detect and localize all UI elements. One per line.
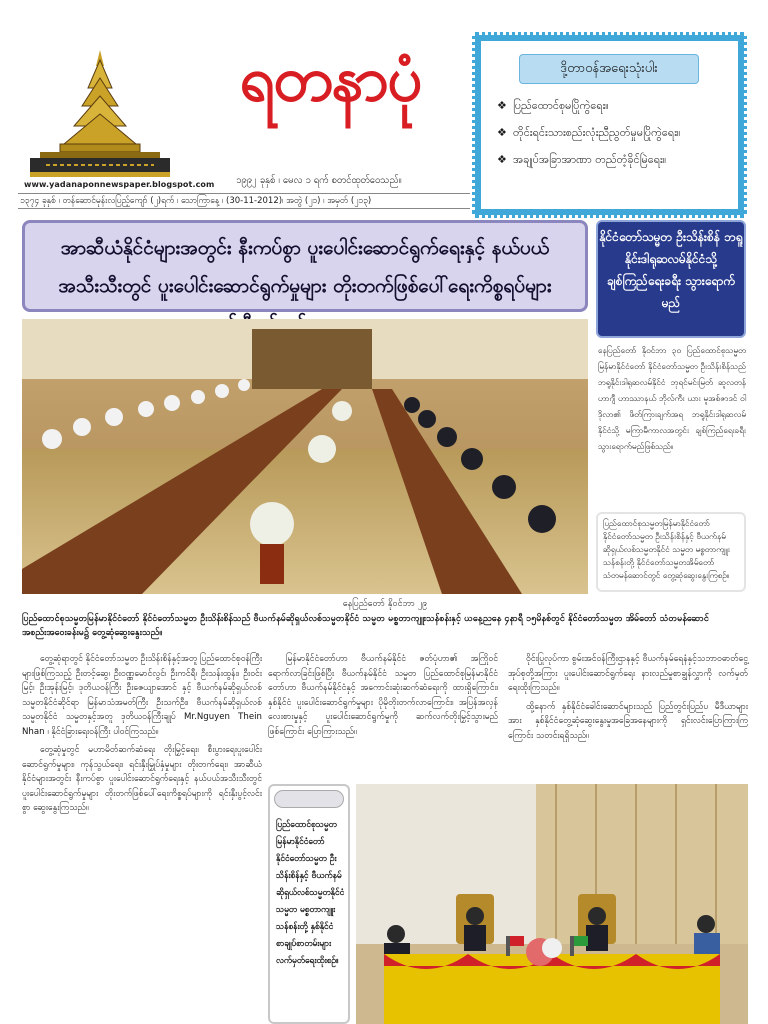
side-story-headline: နိုင်ငံတော်သမ္မတ ဦးသိန်းစိန် ဘရူနိုင်းဒါရုဆလမ်နိုင်ငံသို့ ချစ်ကြည်ရေးခရီး သွားရောက်မည် xyxy=(596,220,746,338)
main-photo-side-caption: ပြည်ထောင်စုသမ္မတမြန်မာနိုင်ငံတော် နိုင်ငံတော်သမ္မတ ဦးသိန်းစိန်နှင့် ဗီယက်နမ်ဆိုရှယ်လစ်သမ္မတနိုင်ငံ သမ္မတ မစ္စတာကျူးသန်စန်းတို့ နိုင်ငံတော်သမ္မတအိမ်တော် သံတမန်ဆောင်တွင် တွေ့ဆုံဆွေးနွေးကြစဉ်။ xyxy=(596,512,746,592)
slogan-text: အချုပ်အခြာအာဏာ တည်တံ့ခိုင်မြဲရေး။ xyxy=(513,153,667,166)
founded-line: ၁၉၉၂ ခုနှစ် ၊ မေလ ၁ ရက် စတင်ထုတ်ဝေသည်။ xyxy=(236,175,402,186)
meeting-photo xyxy=(22,319,588,594)
photo-dateline: နေပြည်တော် နိုဝင်ဘာ ၂၉ xyxy=(342,599,428,609)
inset-oval-decoration xyxy=(274,790,344,808)
slogan-box xyxy=(472,32,747,218)
inset-caption-text: ပြည်ထောင်စုသမ္မတ မြန်မာနိုင်ငံတော် နိုင်ငံတော်သမ္မတ ဦးသိန်းစိန်နှင့် ဗီယက်နမ်ဆိုရှယ်လစ်သမ္မတနိုင်ငံ သမ္မတ မစ္စတာကျူးသန်စန်းတို့ နှစ်နိုင်ငံ စာချုပ်စာတမ်းများ လက်မှတ်ရေးထိုးစဉ်။ xyxy=(276,819,345,965)
slogan-list xyxy=(497,99,737,180)
body-paragraph: တွေ့ဆုံရာတွင် နိုင်ငံတော်သမ္မတ ဦးသိန်းစိန်နှင့်အတူ ပြည်ထောင်စုဝန်ကြီးများဖြစ်ကြသည့် ဦးတင့်ဆွေ၊ ဦးဝဏ္ဏမောင်လွင်၊ ဦးကင်ရီ၊ ဦးသန်းထွန်း၊ ဦးဝင်းမြင့်၊ ဦးအုန်းမြင့်၊ ဒုတိယဝန်ကြီး ဦးဇေယျာအောင် နှင့် ဗီယက်နမ်ဆိုရှယ်လစ်သမ္မတနိုင်ငံဆိုင်ရာ မြန်မာသံအမတ်ကြီး ဦးသက်ဦး၊ ဗီယက်နမ်ဆိုရှယ်လစ်သမ္မတနိုင်ငံ သမ္မတနှင့်အတူ ဒုတိယဝန်ကြီးချုပ် Mr.Nguyen Thein Nhan ၊ နိုင်ငံခြားရေးဝန်ကြီး ပါဝင်ကြသည်။ xyxy=(22,654,262,737)
pagoda-logo-icon xyxy=(26,48,174,178)
site-url[interactable]: www.yadanaponnewspaper.blogspot.com xyxy=(24,180,215,189)
body-column-1 xyxy=(22,652,262,1024)
diamond-bullet-icon: ❖ xyxy=(497,126,507,139)
body-column-2 xyxy=(268,652,498,780)
body-paragraph: မြန်မာနိုင်ငံတော်ဟာ ဗီယက်နမ်နိုင်ငံ ဇတ်ပုံဟာ၏ အကြိုဝင်ရောက်လာခြင်းဖြစ်ပြီး ဗီယက်နမ်နိုင်ငံ သမ္မတ ပြည်ထောင်စုမြန်မာနိုင်ငံတော်ဟာ ဗီယက်နမ်နိုင်ငံနှင့် အကောင်းဆုံးဆက်ဆံရေးကို ထားရှိကြောင်း၊ နှစ်နိုင်ငံ ပူးပေါင်းဆောင်ရွက်မှုများ ပိုမိုတိုးတက်လာကြောင်း၊ အပြန်အလှန်လေးစားမှုနှင့် ပူးပေါင်းဆောင်ရွက်မှုကို ဆက်လက်တိုးမြှင့်သွားမည်ဖြစ်ကြောင်း ပြောကြားသည်။ xyxy=(268,654,498,737)
slogan-item xyxy=(497,126,737,140)
body-paragraph: ထို့နောက် နှစ်နိုင်ငံခေါင်းဆောင်များသည် ပြည်တွင်းပြည်ပ မီဒီယာများအား နှစ်နိုင်ငံတွေ့ဆုံဆွေးနွေးမှုအခြေအနေများကို ရှင်းလင်းပြောကြားကြကြောင်း သတင်းရရှိသည်။ xyxy=(508,701,748,741)
body-paragraph: တွေ့ဆုံမှုတွင် မဟာမိတ်ဆက်ဆံရေး တိုးမြှင့်ရေး၊ စီးပွားရေးပူးပေါင်းဆောင်ရွက်မှုများ၊ ကုန်သွယ်ရေး၊ ရင်းနှီးမြှုပ်နှံမှုများ တိုးတက်ရေး၊ အာဆီယံနိုင်ငံများအတွင်း နီးကပ်စွာ ပူးပေါင်းဆောင်ရွက်ရေးနှင့် နယ်ပယ်အသီးသီးတွင် ပူးပေါင်းဆောင်ရွက်မှုများ တိုးတက်ဖြစ်ပေါ်ရေးကိစ္စရပ်များကို ရင်းနှီးပွင့်လင်းစွာ ဆွေးနွေးကြသည်။ xyxy=(22,745,262,813)
body-paragraph: ဝိုင်းပြုလုပ်ကာ စွမ်းအင်ဝန်ကြီးဌာနနှင့် ဗီယက်နမ်ရေနံနှင့်သဘာဝဓာတ်ငွေ့ အုပ်စုတို့အကြား ပူးပေါင်းဆောင်ရွက်ရေး နားလည်မှုစာချွန်လွှာကို လက်မှတ်ရေးထိုးကြသည်။ xyxy=(508,654,748,693)
issue-dateline: ၁၃၇၄ ခုနှစ် ၊ တန်ဆောင်မုန်းလပြည့်ကျော် (၂)ရက် ၊ သောကြာနေ့ ၊ (30-11-2012)၊ အတွဲ (၂၁) ၊ အမှတ် (၂၁၃) xyxy=(18,193,470,209)
slogan-text: တိုင်းရင်းသားစည်းလုံးညီညွတ်မှုမပြိုကွဲရေး။ xyxy=(513,126,681,139)
diamond-bullet-icon: ❖ xyxy=(497,153,507,166)
side-story-body: နေပြည်တော် နိုဝင်ဘာ ၃၀ ပြည်ထောင်စုသမ္မတမြန်မာနိုင်ငံတော် နိုင်ငံတော်သမ္မတ ဦးသိန်းစိန်သည် ဘရူနိုင်းဒါရုဆလမ်နိုင်ငံ ဘုရင်မင်းမြတ် ဆူလတန် ဟာဂျီ ဟာဿာနယ် ဘိုလ်ကီး ယား မူအစ်ဇာဒင် ဝါဒိုလာ၏ ဖိတ်ကြားချက်အရ ဘရူနိုင်းဒါရုဆလမ်နိုင်ငံသို့ မကြာမီကာလအတွင်း ချစ်ကြည်ရေးခရီး သွားရောက်မည်ဖြစ်သည်။ xyxy=(598,345,746,451)
body-column-3 xyxy=(508,652,748,780)
slogan-text: ပြည်ထောင်စုမပြိုကွဲရေး။ xyxy=(513,99,609,112)
photo-inset-caption xyxy=(268,784,350,1024)
slogan-item xyxy=(497,153,737,167)
lead-headline: အာဆီယံနိုင်ငံများအတွင်း နီးကပ်စွာ ပူးပေါင်းဆောင်ရွက်ရေးနှင့် နယ်ပယ်အသီးသီးတွင် ပူးပေါင်းဆောင်ရွက်မှုများ တိုးတက်ဖြစ်ပေါ်ရေးကိစ္စရပ်များ xyxy=(22,220,588,312)
slogan-item xyxy=(497,99,737,113)
newspaper-title: ရတနာပုံ xyxy=(239,42,421,115)
signing-photo xyxy=(356,784,748,1024)
main-photo-caption: ပြည်ထောင်စုသမ္မတမြန်မာနိုင်ငံတော် နိုင်ငံတော်သမ္မတ ဦးသိန်းစိန်သည် ဗီယက်နမ်ဆိုရှယ်လစ်သမ္မတနိုင်ငံ သမ္မတ မစ္စတာကျူးသန်စန်းနှင့် ယနေ့ညနေ ၄နာရီ ၁၅မိနစ်တွင် နိုင်ငံတော်သမ္မတ အိမ်တော် သံတမန်ဆောင်အစည်းအဝေးခန်းမ၌ တွေ့ဆုံဆွေးနွေးသည်။ xyxy=(22,614,709,638)
slogan-title: ဒို့တာဝန်အရေးသုံးပါး xyxy=(519,54,699,84)
diamond-bullet-icon: ❖ xyxy=(497,99,507,112)
